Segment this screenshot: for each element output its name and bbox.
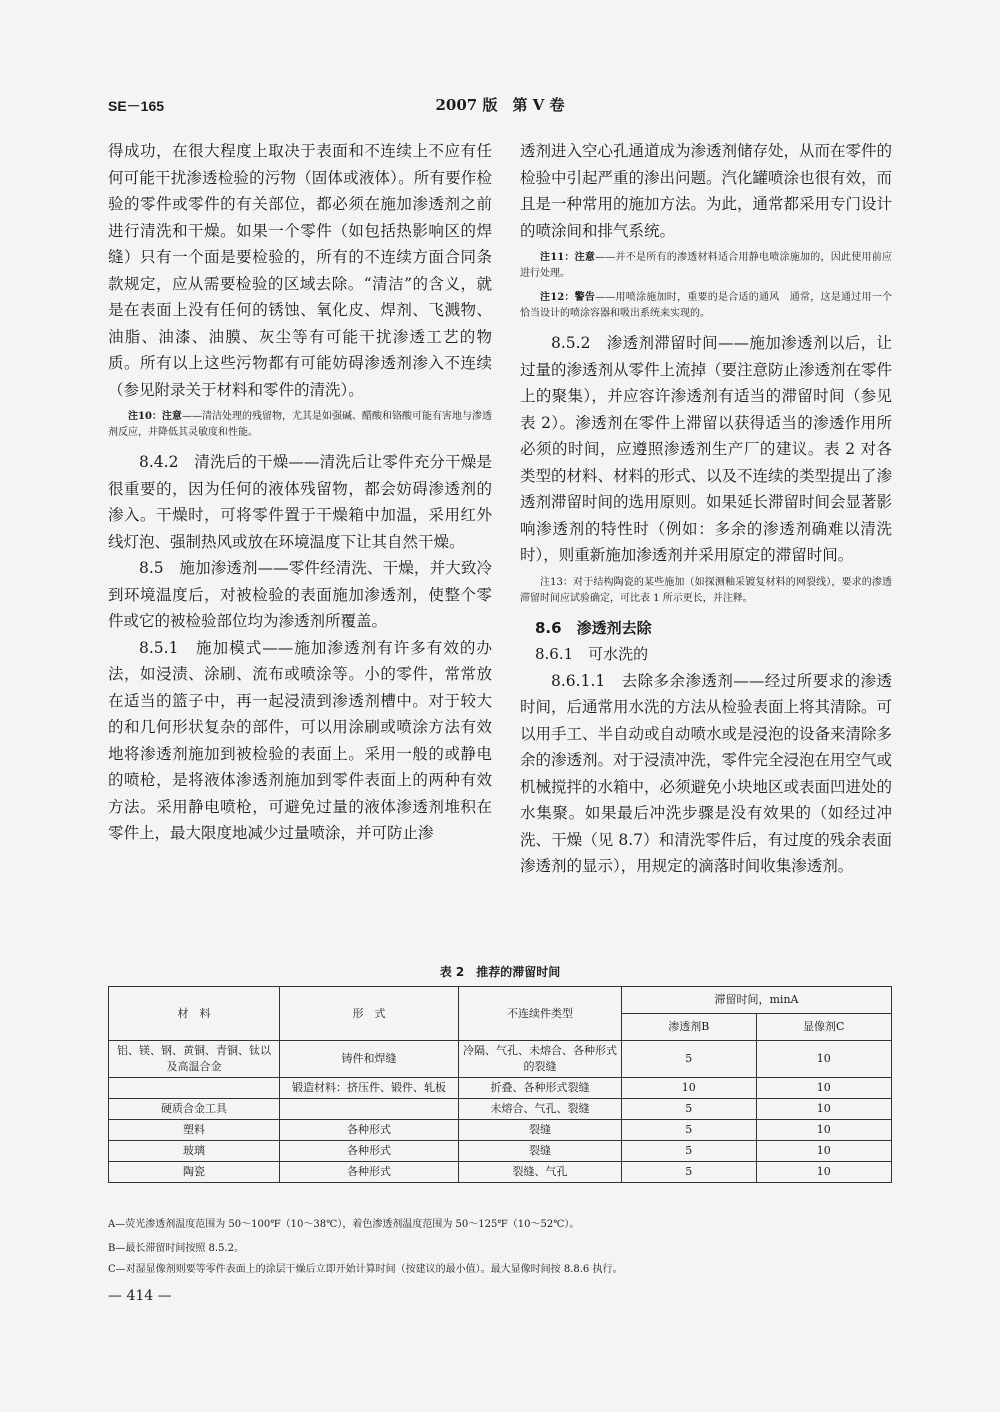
cell-developer: 10 [756,1041,891,1078]
col-header-discontinuity: 不连续件类型 [459,987,622,1041]
paragraph-8-5-2: 8.5.2 渗透剂滞留时间——施加渗透剂以后，让过量的渗透剂从零件上流掉（要注意防止渗透剂在零件上的聚集），并应容许渗透剂有适当的滞留时间（参见表 2）。渗透剂在零件上滞留以获得适当的渗透作用所必须的时间，应遵照渗透剂生产厂的建议。表 2 对各类型的材料、材料的形式、以及不连续的类型提出了渗透剂滞留时间的选用原则。如果延长滞留时间会显著影响渗透剂的特性时（例如：多余的渗透剂确难以清洗时），则重新施加渗透剂并采用原定的滞留时间。 [520,334,893,564]
note-label: 注11：注意 [540,252,596,263]
dwell-time-table [108,986,892,1183]
cell-developer: 10 [756,1120,891,1141]
right-column [520,138,892,880]
cell-material: 硬质合金工具 [109,1099,280,1120]
note-text: ——用喷涂施加时，重要的是合适的通风 通常，这是通过用一个恰当设计的喷涂容器和吸出系统来实现的。 [520,292,893,319]
cell-form: 锻造材料：挤压件、锻件、轧板 [280,1078,459,1099]
heading-8-6: 8.6 渗透剂去除 [535,618,652,637]
table-footnote-c: C—对湿显像剂则要等零件表面上的涂层干燥后立即开始计算时间（按建议的最小值）。最大显像时间按 8.8.6 执行。 [108,1264,623,1275]
table-title: 表 2 推荐的滞留时间 [439,965,561,979]
cell-type: 裂缝、气孔 [459,1162,622,1183]
table-footnote-b: B—最长滞留时间按照 8.5.2。 [108,1243,244,1254]
running-header: 2007 版 第 V 卷 [435,96,565,114]
cell-type: 裂缝 [459,1120,622,1141]
paragraph-8-6-1-1: 8.6.1.1 去除多余渗透剂——经过所要求的渗透时间，后通常用水洗的方法从检验表面上将其清除。可以用手工、半自动或自动喷水或是浸泡的设备来清除多余的渗透剂。对于浸渍冲洗，零件完全浸泡在用空气或机械搅拌的水箱中，必须避免小块地区或表面凹进处的水集聚。如果最后冲洗步骤是没有效果的（如经过冲洗、干燥（见 8.7）和清洗零件后，有过度的残余表面渗透剂的显示），用规定的滴落时间收集渗透剂。 [520,671,893,875]
cell-penetrant: 5 [622,1162,757,1183]
left-column [108,138,492,847]
cell-form: 各种形式 [280,1162,459,1183]
section-code: SE－165 [108,98,165,114]
cell-form: 各种形式 [280,1141,459,1162]
cell-form: 铸件和焊缝 [280,1041,459,1078]
cell-type: 未熔合、气孔、裂缝 [459,1099,622,1120]
table-row [109,1041,892,1078]
paragraph-8-5-1: 8.5.1 施加模式——施加渗透剂有许多有效的办法，如浸渍、涂刷、流布或喷涂等。小的零件，常常放在适当的篮子中，再一起浸渍到渗透剂槽中。对于较大的和几何形状复杂的部件，可以用涂刷或喷涂方法有效地将渗透剂施加到被检验的表面上。采用一般的或静电的喷枪，是将液体渗透剂施加到零件表面上的两种有效方法。采用静电喷枪，可避免过量的液体渗透剂堆积在零件上，最大限度地减少过量喷涂，并可防止渗 [108,638,492,842]
col-header-dwell: 滞留时间，minA [622,987,892,1014]
cell-material: 铝、镁、钢、黄铜、青铜、钛以及高温合金 [109,1041,280,1078]
cell-material: 陶瓷 [109,1162,280,1183]
note-11 [520,250,892,282]
note-label: 注12：警告 [540,292,596,303]
cell-penetrant: 5 [622,1099,757,1120]
cell-penetrant: 10 [622,1078,757,1099]
paragraph-8-5: 8.5 施加渗透剂——零件经清洗、干燥，并大致冷到环境温度后，对被检验的表面施加渗透剂，使整个零件或它的被检验部位均为渗透剂所覆盖。 [108,559,492,630]
cell-developer: 10 [756,1078,891,1099]
col-header-form: 形 式 [280,987,459,1041]
table-footnote-a: A—荧光渗透剂温度范围为 50～100℉（10～38℃），着色渗透剂温度范围为 50～125℉（10～52℃）。 [108,1219,580,1230]
cell-penetrant: 5 [622,1141,757,1162]
cell-form [280,1099,459,1120]
table-row [109,1162,892,1183]
cell-penetrant: 5 [622,1041,757,1078]
heading-8-6-1: 8.6.1 可水洗的 [535,645,649,663]
table-row [109,1141,892,1162]
cell-type: 折叠、各种形式裂缝 [459,1078,622,1099]
note-13: 注13：对于结构陶瓷的某些施加（如探测釉采镀复材料的网裂线），要求的渗透滞留时间应试验确定，可比表 1 所示更长，并注释。 [520,576,892,604]
col-header-material: 材 料 [109,987,280,1041]
cell-developer: 10 [756,1099,891,1120]
note-label: 注10：注意 [128,411,182,422]
note-10 [108,409,492,441]
cell-penetrant: 5 [622,1120,757,1141]
table-row [109,1078,892,1099]
cell-developer: 10 [756,1141,891,1162]
col-header-penetrant: 渗透剂B [622,1014,757,1041]
note-text: ——并不是所有的渗透材料适合用静电喷涂施加的，因此使用前应进行处理。 [520,252,893,279]
paragraph: 透剂进入空心孔通道成为渗透剂储存处，从而在零件的检验中引起严重的渗出问题。汽化罐喷涂也很有效，而且是一种常用的施加方法。为此，通常都采用专门设计的喷涂间和排气系统。 [520,142,893,240]
page-number: — 414 — [108,1288,172,1304]
cell-material: 玻璃 [109,1141,280,1162]
paragraph: 得成功，在很大程度上取决于表面和不连续上不应有任何可能干扰渗透检验的污物（固体或液体）。所有要作检验的零件或零件的有关部位，都必须在施加渗透剂之前进行清洗和干燥。如果一个零件（如包括热影响区的焊缝）只有一个面是要检验的，所有的不连续方面合同条款规定，应从需要检验的区域去除。“清洁”的含义，就是在表面上没有任何的锈蚀、氧化皮、焊剂、飞溅物、油脂、油漆、油膜、灰尘等有可能干扰渗透工艺的物质。所有以上这些污物都有可能妨碍渗透剂渗入不连续（参见附录关于材料和零件的清洗）。 [108,142,492,399]
paragraph-8-4-2: 8.4.2 清洗后的干燥——清洗后让零件充分干燥是很重要的，因为任何的液体残留物，都会妨碍渗透剂的渗入。干燥时，可将零件置于干燥箱中加温，采用红外线灯泡、强制热风或放在环境温度下让其自然干燥。 [108,453,492,551]
cell-material [109,1078,280,1099]
cell-developer: 10 [756,1162,891,1183]
cell-material: 塑料 [109,1120,280,1141]
cell-type: 冷隔、气孔、未熔合、各种形式的裂缝 [459,1041,622,1078]
note-12 [520,290,892,322]
note-text: ——清洁处理的残留物，尤其是如强碱、醋酸和铬酸可能有害地与渗透剂反应，并降低其灵敏度和性能。 [108,411,493,438]
cell-type: 裂缝 [459,1141,622,1162]
col-header-developer: 显像剂C [756,1014,891,1041]
cell-form: 各种形式 [280,1120,459,1141]
table-row [109,1099,892,1120]
table-row [109,1120,892,1141]
